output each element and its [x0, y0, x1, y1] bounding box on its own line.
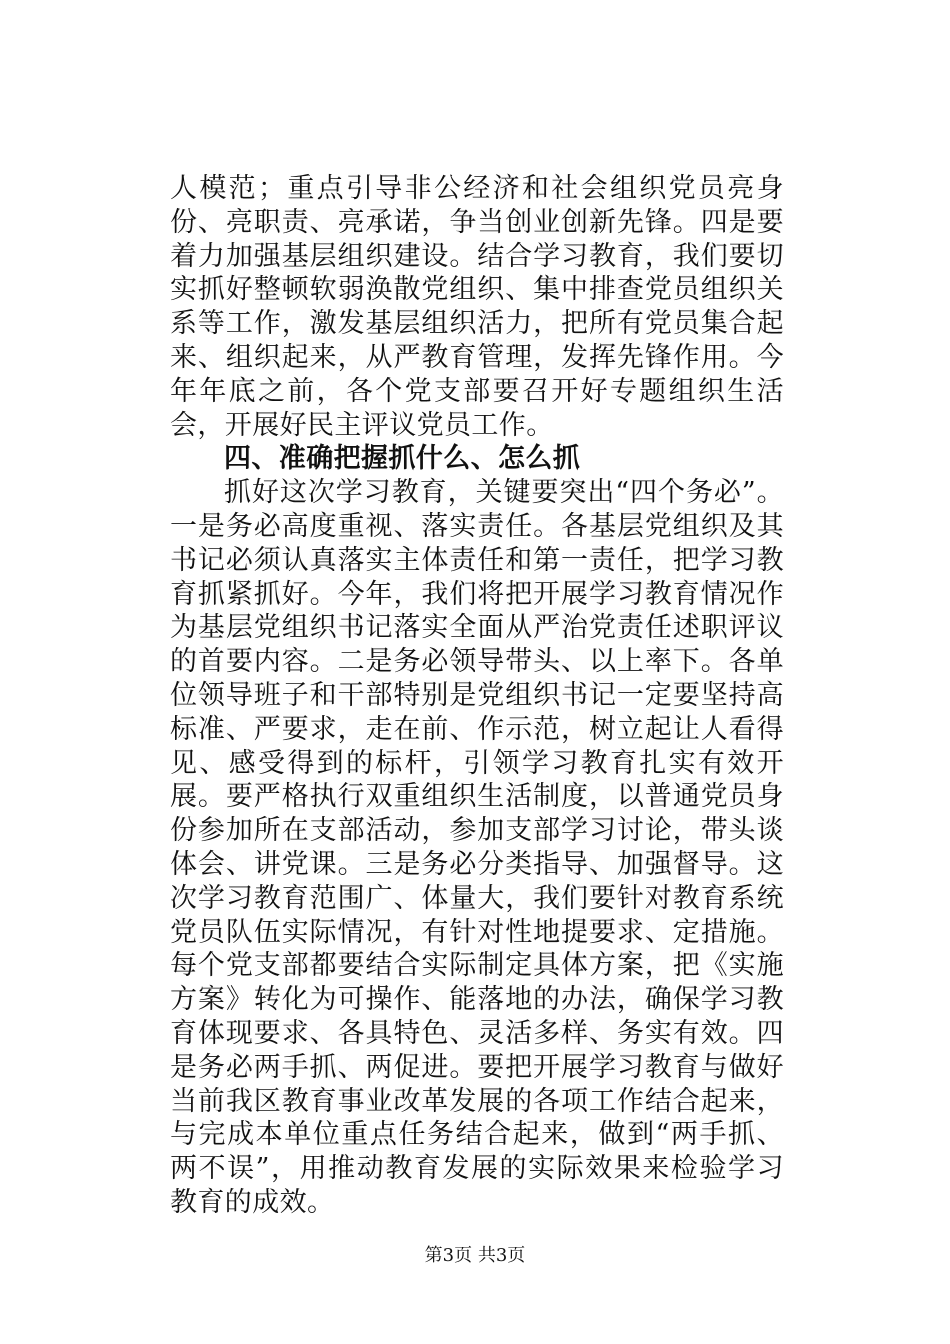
- paragraph-four-musts: 抓好这次学习教育，关键要突出“四个务必”。一是务必高度重视、落实责任。各基层党组织及其书记必须认真落实主体责任和第一责任，把学习教育抓紧抓好。今年，我们将把开展学习教育情况作为基层党组织书记落实全面从严治党责任述职评议的首要内容。二是务必领导带头、以上率下。各单位领导班子和干部特别是党组织书记一定要坚持高标准、严要求，走在前、作示范，树立起让人看得见、感受得到的标杆，引领学习教育扎实有效开展。要严格执行双重组织生活制度，以普通党员身份参加所在支部活动，参加支部学习讨论，带头谈体会、讲党课。三是务必分类指导、加强督导。这次学习教育范围广、体量大，我们要针对教育系统党员队伍实际情况，有针对性地提要求、定措施。每个党支部都要结合实际制定具体方案，把《实施方案》转化为可操作、能落地的办法，确保学习教育体现要求、各具特色、灵活多样、务实有效。四是务必两手抓、两促进。要把开展学习教育与做好当前我区教育事业改革发展的各项工作结合起来，与完成本单位重点任务结合起来，做到“两手抓、两不误”，用推动教育发展的实际效果来检验学习教育的成效。: [170, 477, 784, 1218]
- paragraph-continuation: 人模范；重点引导非公经济和社会组织党员亮身份、亮职责、亮承诺，争当创业创新先锋。四是要着力加强基层组织建设。结合学习教育，我们要切实抓好整顿软弱涣散党组织、集中排查党员组织关系等工作，激发基层组织活力，把所有党员集合起来、组织起来，从严教育管理，发挥先锋作用。今年年底之前，各个党支部要召开好专题组织生活会，开展好民主评议党员工作。: [170, 173, 784, 441]
- document-body: [170, 172, 784, 1220]
- section-heading: 四、准确把握抓什么、怎么抓: [224, 443, 581, 475]
- page-footer: 第3页 共3页: [424, 1245, 526, 1266]
